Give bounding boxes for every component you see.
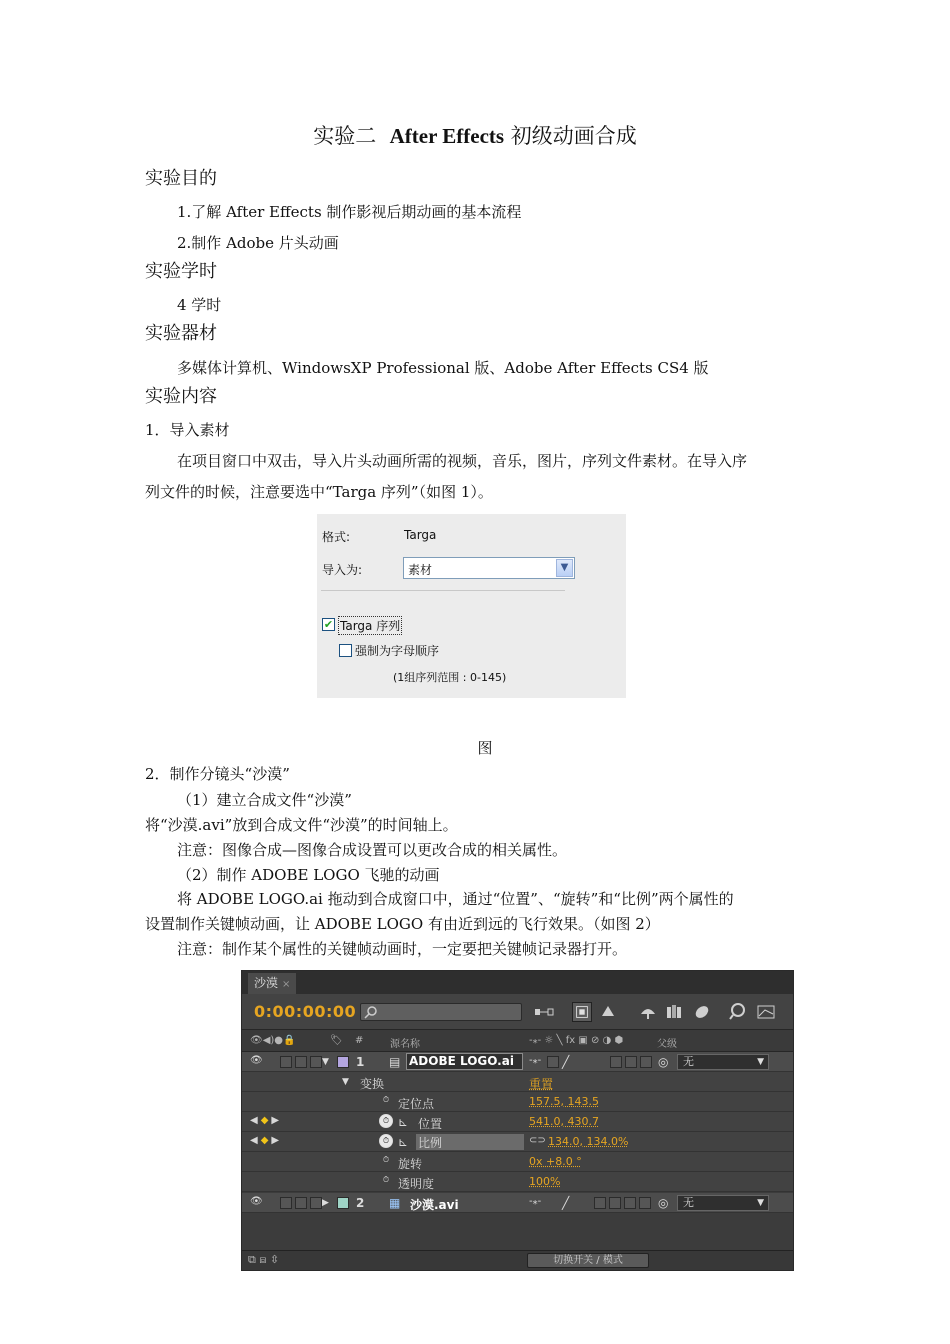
solo-switch[interactable] xyxy=(295,1056,307,1068)
adjustment-switch[interactable] xyxy=(639,1197,651,1209)
targa-sequence-checkbox[interactable]: ✔ xyxy=(323,618,334,631)
step2-note2: 注意：制作某个属性的关键帧动画时，一定要把关键帧记录器打开。 xyxy=(177,940,628,958)
av-features-icons: 👁◀)●🔒 xyxy=(250,1035,296,1046)
property-value[interactable]: 100% xyxy=(529,1175,561,1188)
graph-icon: ⊾ xyxy=(398,1115,409,1129)
draft-3d-icon[interactable] xyxy=(598,1002,618,1022)
column-source-name[interactable]: 源名称 xyxy=(390,1039,420,1050)
column-index: # xyxy=(355,1035,364,1046)
parent-select-value: 无 xyxy=(683,1055,694,1068)
import-as-label: 导入为: xyxy=(322,563,363,577)
step2-line1: 将“沙漠.avi”放到合成文件“沙漠”的时间轴上。 xyxy=(145,816,458,834)
search-input[interactable] xyxy=(360,1003,522,1021)
ai-file-icon: ▤ xyxy=(389,1055,401,1069)
layer-color-label[interactable] xyxy=(337,1056,349,1068)
step2-note1: 注意：图像合成—图像合成设置可以更改合成的相关属性。 xyxy=(177,841,568,859)
eye-icon[interactable]: 👁 xyxy=(250,1196,263,1207)
solo-switch[interactable] xyxy=(295,1197,307,1209)
import-as-select[interactable] xyxy=(403,557,575,579)
stopwatch-icon[interactable]: ⏱ xyxy=(382,1155,390,1164)
layer-index: 1 xyxy=(356,1055,365,1069)
timeline-tabbar xyxy=(242,971,793,994)
step2-heading: 2．制作分镜头“沙漠” xyxy=(145,765,290,783)
expand-triangle-icon[interactable]: ▼ xyxy=(322,1057,329,1067)
parent-select[interactable] xyxy=(677,1054,769,1070)
quality-switch-icon[interactable]: ╱ xyxy=(562,1055,570,1069)
timeline-column-header xyxy=(242,1029,793,1052)
timecode[interactable]: 0:00:00:00 xyxy=(254,1002,357,1021)
page-title xyxy=(0,121,950,151)
property-value[interactable]: 541.0, 430.7 xyxy=(529,1115,599,1128)
video-file-icon: ▦ xyxy=(389,1196,401,1210)
import-dialog-figure xyxy=(317,514,626,698)
title-prefix: 实验二 xyxy=(313,124,377,148)
step2-para-line1: 将 ADOBE LOGO.ai 拖动到合成窗口中，通过“位置”、“旋转”和“比例”两个属性的 xyxy=(177,890,734,908)
graph-icon: ⊾ xyxy=(398,1135,409,1149)
step1-heading: 1．导入素材 xyxy=(145,421,230,439)
tab-comp-label: 沙漠 xyxy=(254,976,279,990)
equipment-text: 多媒体计算机、WindowsXP Professional 版、Adobe After Effects CS4 版 xyxy=(177,359,709,377)
format-label: 格式: xyxy=(322,530,351,544)
shy-switch-icon[interactable]: -⁎- xyxy=(529,1055,542,1066)
frame-blend-switch[interactable] xyxy=(609,1197,621,1209)
effect-switch[interactable] xyxy=(594,1197,606,1209)
stopwatch-active-icon[interactable]: ⏱ xyxy=(379,1114,393,1128)
toggle-switches-modes-button[interactable]: 切换开关 / 模式 xyxy=(527,1253,649,1268)
chevron-down-icon: ▼ xyxy=(757,1057,764,1067)
heading-content: 实验内容 xyxy=(145,386,217,407)
comp-mini-flowchart-icon[interactable] xyxy=(534,1002,554,1022)
column-parent: 父级 xyxy=(657,1039,677,1050)
stopwatch-active-icon[interactable]: ⏱ xyxy=(379,1134,393,1148)
tab-comp[interactable] xyxy=(248,973,296,994)
layer-index: 2 xyxy=(356,1196,365,1210)
property-row-rotation[interactable] xyxy=(242,1152,793,1172)
step2-para-line2: 设置制作关键帧动画，让 ADOBE LOGO 有由近到远的飞行效果。（如图 2） xyxy=(145,915,660,933)
layer-name-box[interactable]: ADOBE LOGO.ai xyxy=(406,1053,523,1070)
link-icon[interactable]: ⊂⊃ xyxy=(529,1135,546,1146)
hours-text: 4 学时 xyxy=(177,296,222,314)
title-bold: After Effects xyxy=(389,124,505,148)
stopwatch-icon[interactable]: ⏱ xyxy=(382,1175,390,1184)
purpose-item-2: 2.制作 Adobe 片头动画 xyxy=(177,234,339,252)
step2-sub2: （2）制作 ADOBE LOGO 飞驰的动画 xyxy=(177,866,440,884)
graph-editor-icon[interactable] xyxy=(756,1002,776,1022)
motion-blur-icon[interactable] xyxy=(692,1002,712,1022)
footer-panel-icons[interactable]: ⧉ ⧈ ⇳ xyxy=(248,1253,280,1266)
audio-switch[interactable] xyxy=(280,1056,292,1068)
layer-color-label[interactable] xyxy=(337,1197,349,1209)
force-alphabetical-checkbox[interactable] xyxy=(339,644,352,657)
property-name: 透明度 xyxy=(398,1177,435,1191)
property-name: 旋转 xyxy=(398,1157,423,1171)
parent-select[interactable] xyxy=(677,1195,769,1211)
collapse-switch[interactable] xyxy=(547,1056,559,1068)
lock-switch[interactable] xyxy=(310,1197,322,1209)
frame-blend-switch[interactable] xyxy=(625,1056,637,1068)
lock-switch[interactable] xyxy=(310,1056,322,1068)
property-value[interactable]: 134.0, 134.0% xyxy=(548,1135,629,1148)
motion-blur-switch[interactable] xyxy=(624,1197,636,1209)
transform-group-row[interactable] xyxy=(242,1072,793,1092)
property-row-position[interactable] xyxy=(242,1112,793,1132)
import-as-value: 素材 xyxy=(408,563,433,577)
step1-para-line1: 在项目窗口中双击，导入片头动画所需的视频，音乐，图片，序列文件素材。在导入序 xyxy=(177,452,748,470)
format-value: Targa xyxy=(404,528,437,542)
step2-sub1: （1）建立合成文件“沙漠” xyxy=(177,791,352,809)
brainstorm-icon[interactable] xyxy=(728,1002,748,1022)
layer-name[interactable]: 沙漠.avi xyxy=(410,1198,459,1212)
pickwhip-icon[interactable]: ◎ xyxy=(658,1196,669,1210)
switches-icons: -⁎- ☼ ╲ fx ▣ ⊘ ◑ ⬢ xyxy=(529,1035,624,1046)
keyframe-navigator-icon[interactable]: ◀◆▶ xyxy=(250,1115,283,1126)
timeline-footer xyxy=(242,1250,793,1270)
effect-switch[interactable] xyxy=(610,1056,622,1068)
live-update-icon[interactable] xyxy=(572,1002,592,1022)
search-icon xyxy=(364,1005,378,1019)
title-suffix: 初级动画合成 xyxy=(510,124,637,148)
targa-sequence-label: Targa 序列 xyxy=(338,616,402,635)
transform-reset-link[interactable]: 重置 xyxy=(529,1077,554,1091)
sequence-range: (1组序列范围 : 0-145) xyxy=(393,671,507,684)
stopwatch-icon[interactable]: ⏱ xyxy=(382,1095,390,1104)
parent-select-value: 无 xyxy=(683,1196,694,1209)
close-icon[interactable]: × xyxy=(282,979,291,990)
chevron-down-icon[interactable]: ▼ xyxy=(556,559,573,577)
force-alphabetical-label: 强制为字母顺序 xyxy=(355,644,440,658)
transform-label: 变换 xyxy=(360,1077,385,1091)
property-value[interactable]: 0x +8.0 ° xyxy=(529,1155,582,1168)
layer-row-1[interactable] xyxy=(242,1052,793,1072)
heading-hours: 实验学时 xyxy=(145,261,217,282)
layer-row-2[interactable] xyxy=(242,1193,793,1213)
property-row-scale[interactable] xyxy=(242,1132,793,1152)
eye-icon[interactable]: 👁 xyxy=(250,1055,263,1066)
timeline-panel xyxy=(241,970,794,1271)
divider xyxy=(321,590,565,591)
purpose-item-1: 1.了解 After Effects 制作影视后期动画的基本流程 xyxy=(177,203,522,221)
shy-switch-icon[interactable]: -⁎- xyxy=(529,1196,542,1207)
property-name: 定位点 xyxy=(398,1097,435,1111)
motion-blur-switch[interactable] xyxy=(640,1056,652,1068)
quality-switch-icon[interactable]: ╱ xyxy=(562,1196,570,1210)
audio-switch[interactable] xyxy=(280,1197,292,1209)
frame-blending-icon[interactable] xyxy=(664,1002,684,1022)
keyframe-navigator-icon[interactable]: ◀◆▶ xyxy=(250,1135,283,1146)
expand-triangle-icon[interactable]: ▼ xyxy=(342,1077,349,1087)
property-name: 位置 xyxy=(418,1117,443,1131)
step1-para-line2: 列文件的时候，注意要选中“Targa 序列”（如图 1）。 xyxy=(145,483,493,501)
property-row-anchor[interactable] xyxy=(242,1092,793,1112)
heading-purpose: 实验目的 xyxy=(145,168,217,189)
property-value[interactable]: 157.5, 143.5 xyxy=(529,1095,599,1108)
timeline-toolbar xyxy=(242,994,793,1029)
heading-equipment: 实验器材 xyxy=(145,323,217,344)
pickwhip-icon[interactable]: ◎ xyxy=(658,1055,669,1069)
figure-caption: 图 xyxy=(477,739,493,757)
label-tag-icon: 🏷 xyxy=(330,1035,343,1046)
property-row-opacity[interactable] xyxy=(242,1172,793,1192)
chevron-down-icon: ▼ xyxy=(757,1198,764,1208)
hide-shy-layers-icon[interactable] xyxy=(638,1002,658,1022)
collapse-triangle-icon[interactable]: ▶ xyxy=(322,1198,329,1208)
property-name-selected: 比例 xyxy=(416,1134,524,1150)
